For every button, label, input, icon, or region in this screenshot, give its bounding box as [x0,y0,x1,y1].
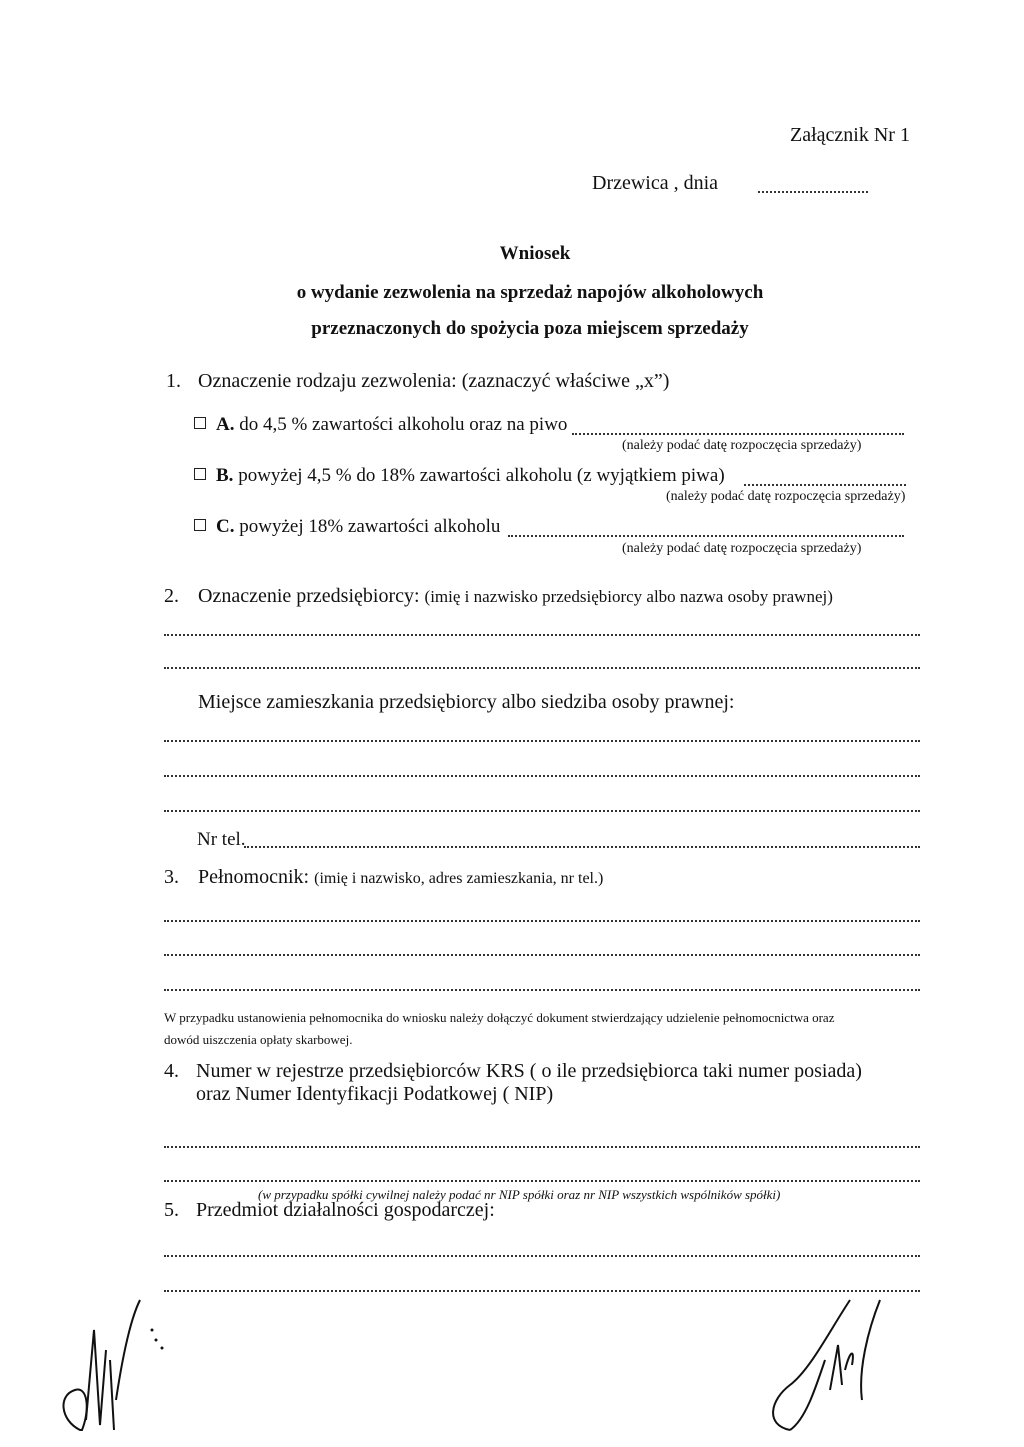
option-b[interactable]: B. powyżej 4,5 % do 18% zawartości alkoholu (z wyjątkiem piwa) [194,465,725,487]
section2-heading: Oznaczenie przedsiębiorcy: [198,585,420,607]
krs-nip-field-2[interactable] [164,1180,920,1182]
option-c-label: powyżej 18% zawartości alkoholu [239,516,501,537]
section5-heading: Przedmiot działalności gospodarczej: [196,1199,495,1221]
entrepreneur-name-field-1[interactable] [164,634,920,636]
initials-right-signature [750,1290,890,1440]
residence-field-1[interactable] [164,740,920,742]
section3-number: 3. [164,866,179,888]
section4-number: 4. [164,1060,179,1082]
proxy-field-1[interactable] [164,920,920,922]
option-b-note: (należy podać datę rozpoczęcia sprzedaży) [666,489,906,504]
section2-hint: (imię i nazwisko przedsiębiorcy albo nazwa osoby prawnej) [424,587,833,606]
section4-heading-1: Numer w rejestrze przedsiębiorców KRS ( o ile przedsiębiorca taki numer posiada) [196,1060,862,1082]
section1-heading: Oznaczenie rodzaju zezwolenia: (zaznaczyć właściwe „x”) [198,370,670,392]
option-c-checkbox[interactable] [194,519,206,531]
option-a-note: (należy podać datę rozpoczęcia sprzedaży) [622,438,862,453]
option-a[interactable]: A. do 4,5 % zawartości alkoholu oraz na piwo [194,414,567,436]
option-c-date-field[interactable] [508,535,904,537]
option-a-label: do 4,5 % zawartości alkoholu oraz na piwo [239,414,568,435]
option-c[interactable]: C. powyżej 18% zawartości alkoholu [194,516,500,538]
residence-field-3[interactable] [164,810,920,812]
section2-heading-wrap [198,585,833,608]
option-a-date-field[interactable] [572,433,904,435]
section3-hint: (imię i nazwisko, adres zamieszkania, nr tel.) [314,870,604,887]
proxy-note-line-2: dowód uiszczenia opłaty skarbowej. [164,1032,353,1047]
phone-label: Nr tel. [197,829,246,850]
place-date-label: Drzewica , dnia [592,172,719,194]
proxy-field-2[interactable] [164,954,920,956]
section4-note: (w przypadku spółki cywilnej należy podać nr NIP spółki oraz nr NIP wszystkich wspólników spółki) [258,1187,781,1202]
activity-field-1[interactable] [164,1255,920,1257]
option-a-checkbox[interactable] [194,417,206,429]
section2-number: 2. [164,585,179,607]
krs-nip-field-1[interactable] [164,1146,920,1148]
proxy-note-line-1: W przypadku ustanowienia pełnomocnika do wniosku należy dołączyć dokument stwierdzający udzielenie pełnomocnictwa oraz [164,1010,835,1025]
form-subtitle-1: o wydanie zezwolenia na sprzedaż napojów alkoholowych [296,282,764,303]
option-b-checkbox[interactable] [194,468,206,480]
initials-left-signature [50,1290,170,1440]
section3-heading-wrap [198,866,603,889]
entrepreneur-name-field-2[interactable] [164,667,920,669]
date-field[interactable] [758,191,868,193]
section4-heading-2: oraz Numer Identyfikacji Podatkowej ( NIP) [196,1083,554,1105]
phone-field[interactable] [244,846,920,848]
residence-label: Miejsce zamieszkania przedsiębiorcy albo siedziba osoby prawnej: [198,691,735,713]
form-subtitle-2: przeznaczonych do spożycia poza miejscem sprzedaży [311,318,749,339]
proxy-field-3[interactable] [164,989,920,991]
section5-number: 5. [164,1199,179,1221]
option-c-note: (należy podać datę rozpoczęcia sprzedaży) [622,541,862,556]
form-title: Wniosek [499,243,571,264]
residence-field-2[interactable] [164,775,920,777]
section1-number: 1. [166,370,181,392]
option-b-label: powyżej 4,5 % do 18% zawartości alkoholu (z wyjątkiem piwa) [238,465,725,486]
annex-label: Załącznik Nr 1 [790,124,910,146]
section3-heading: Pełnomocnik: [198,866,310,888]
option-b-date-field[interactable] [744,484,906,486]
